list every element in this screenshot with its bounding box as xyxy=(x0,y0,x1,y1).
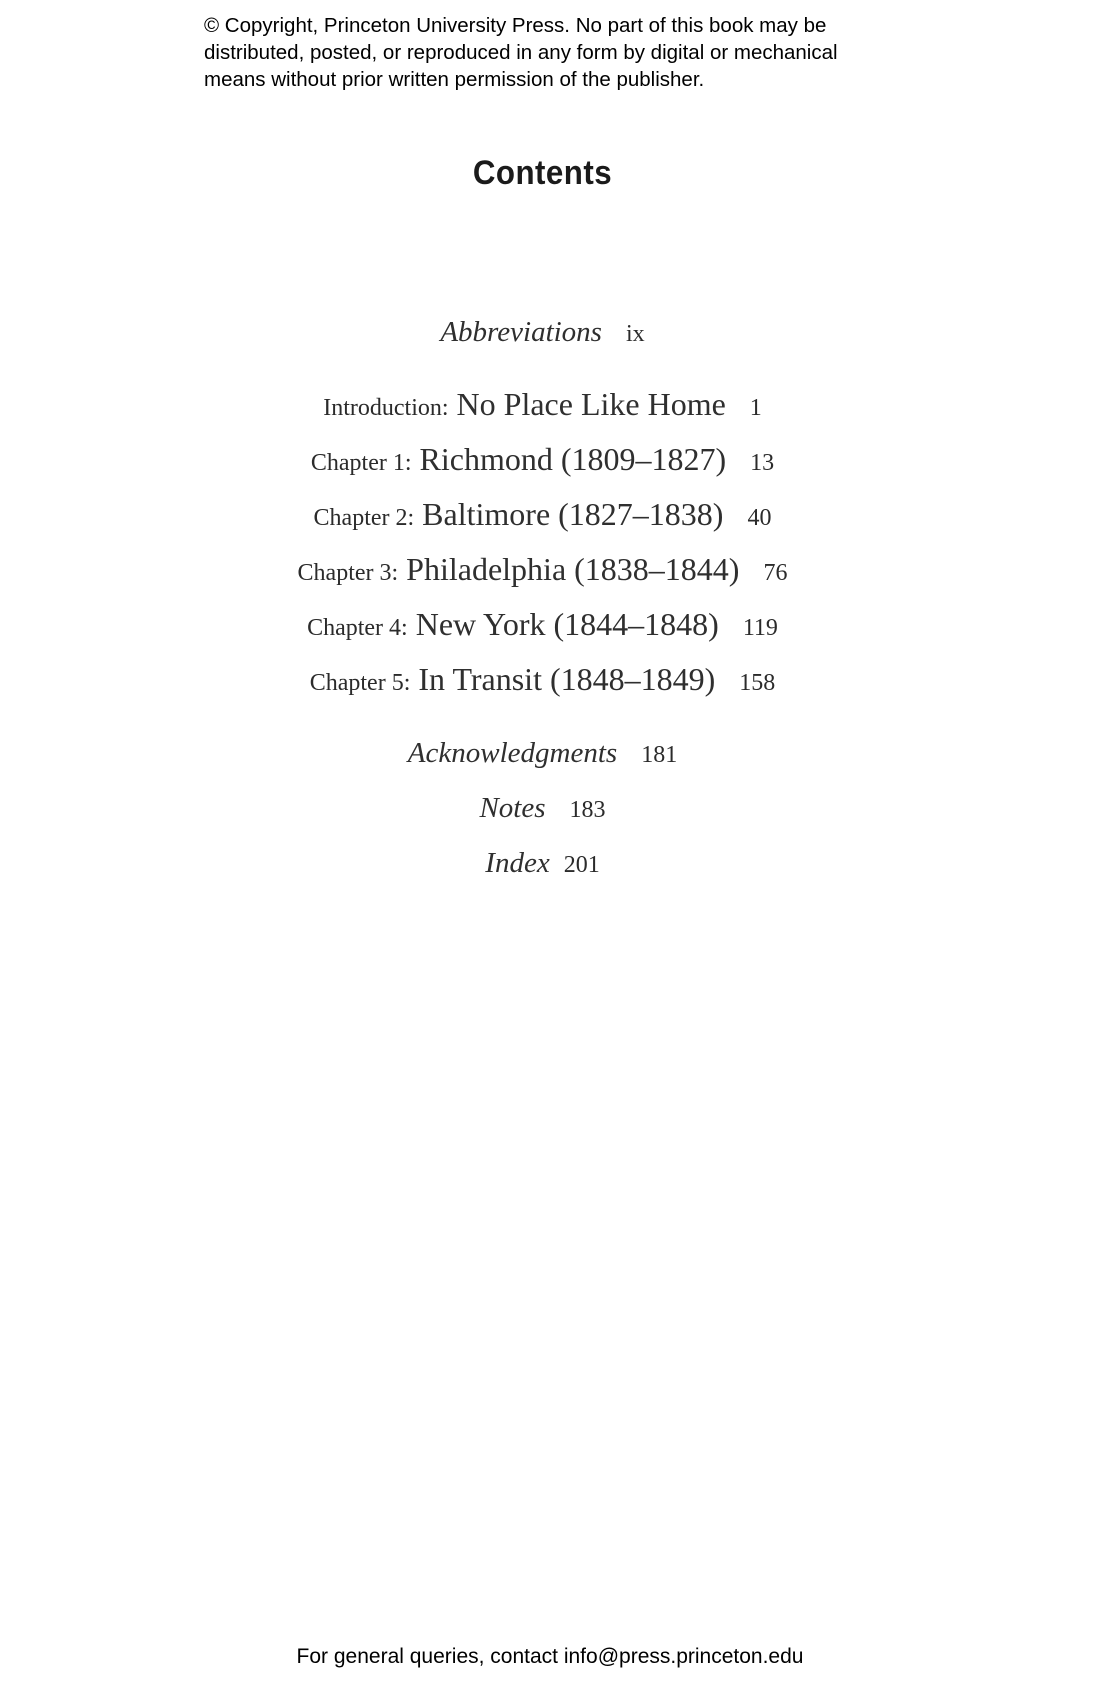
toc-entry-label: Notes xyxy=(479,792,546,824)
toc-entry-page: 183 xyxy=(569,797,606,823)
copyright-line: distributed, posted, or reproduced in any form by digital or mechanical xyxy=(204,41,838,64)
toc-entry-label: Index xyxy=(485,847,550,879)
chapter-label: Chapter 5: xyxy=(309,670,411,696)
toc-entry-page: 40 xyxy=(747,505,772,531)
copyright-notice xyxy=(204,12,924,93)
toc-entry-page: 119 xyxy=(742,615,778,641)
toc-entry-page: 201 xyxy=(563,852,600,878)
chapter-title: No Place Like Home xyxy=(456,386,726,422)
copyright-line: means without prior written permission of the publisher. xyxy=(204,68,705,91)
toc-entry-index[interactable] xyxy=(0,847,1085,880)
chapter-label: Chapter 3: xyxy=(297,560,399,586)
toc-entry-notes[interactable] xyxy=(0,792,1085,825)
chapter-title: Philadelphia (1838–1844) xyxy=(406,551,740,587)
chapter-title: Richmond (1809–1827) xyxy=(419,441,727,477)
toc-entry-abbreviations[interactable] xyxy=(0,316,1085,349)
chapter-title: Baltimore (1827–1838) xyxy=(422,496,724,532)
toc-entry-chapter-1[interactable] xyxy=(0,441,1085,478)
chapter-title: New York (1844–1848) xyxy=(415,606,719,642)
chapter-label: Chapter 1: xyxy=(310,450,412,476)
toc-entry-chapter-5[interactable] xyxy=(0,661,1085,698)
toc-entry-label: Acknowledgments xyxy=(407,737,618,769)
toc-entry-chapter-3[interactable] xyxy=(0,551,1085,588)
toc-entry-chapter-2[interactable] xyxy=(0,496,1085,533)
toc-entry-page: 13 xyxy=(750,450,775,476)
toc-entry-acknowledgments[interactable] xyxy=(0,737,1085,770)
page-title: Contents xyxy=(472,154,613,192)
toc-entry-page: 181 xyxy=(641,742,678,768)
toc-entry-page: 1 xyxy=(749,395,762,421)
chapter-label: Chapter 2: xyxy=(313,505,415,531)
chapter-label: Chapter 4: xyxy=(307,615,408,641)
toc-entry-page: 158 xyxy=(739,670,776,696)
toc-entry-page: 76 xyxy=(763,560,788,586)
toc-entry-page: ix xyxy=(625,321,645,347)
chapter-title: In Transit (1848–1849) xyxy=(418,661,716,697)
footer-contact: For general queries, contact info@press.princeton.edu xyxy=(296,1645,804,1668)
copyright-line: © Copyright, Princeton University Press. No part of this book may be xyxy=(204,14,827,37)
chapter-label: Introduction: xyxy=(323,395,449,421)
toc-entry-chapter-4[interactable] xyxy=(0,606,1085,643)
toc-entry-label: Abbreviations xyxy=(440,316,602,348)
toc-entry-introduction[interactable] xyxy=(0,386,1085,423)
